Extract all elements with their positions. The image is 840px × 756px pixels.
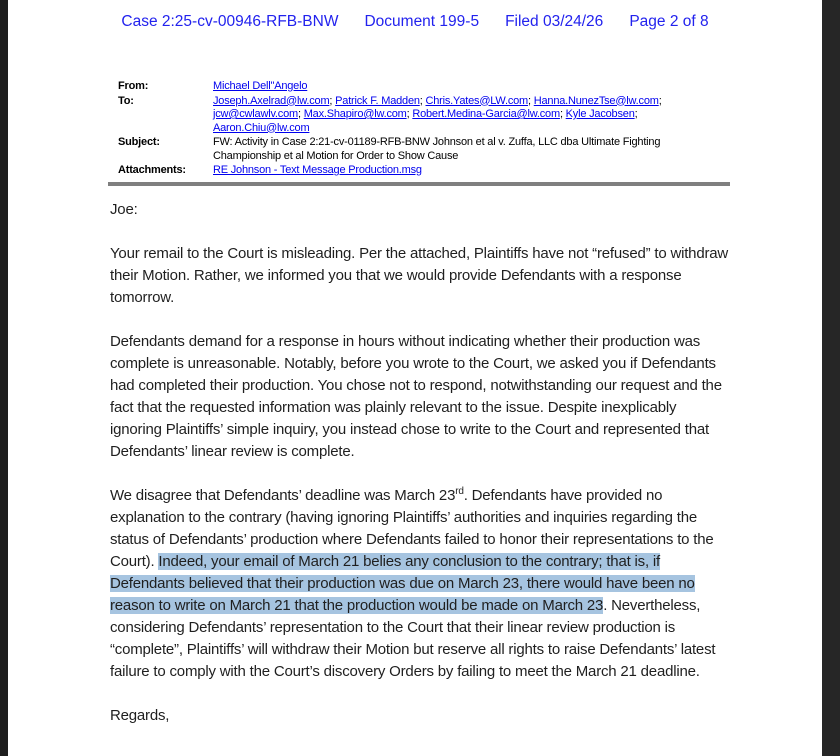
document-number: Document 199-5	[364, 13, 480, 30]
recipient-separator: ;	[419, 94, 426, 107]
filed-date: Filed 03/24/26	[505, 13, 604, 30]
recipient-separator: ;	[634, 108, 638, 120]
recipient-link[interactable]: Chris.Yates@LW.com	[425, 94, 529, 107]
body-paragraph-1: Your remail to the Court is misleading. Per the attached, Plaintiffs have not “refused” to withdraw their Motion. Rather, we informed you that we would provide Defendants with a response tomorrow.	[110, 244, 729, 306]
email-body	[110, 199, 730, 727]
to-row	[118, 95, 822, 136]
highlighted-text: Indeed, your email of March 21 belies any conclusion to the contrary; that is, if Defendants believed that their production was due on March 23, there would have been no reason to write on March 21 that the production would be made on March 23	[110, 552, 695, 614]
from-value	[213, 80, 725, 94]
case-number: Case 2:25-cv-00946-RFB-BNW	[121, 13, 339, 30]
recipient-separator: ;	[528, 94, 534, 107]
recipient-separator: ;	[406, 108, 413, 120]
to-recipients	[213, 95, 725, 136]
recipient-link[interactable]: Aaron.Chiu@lw.com	[213, 121, 310, 134]
court-filing-header	[8, 0, 822, 31]
paragraph-3-lead: We disagree that Defendants’ deadline was March 23	[110, 486, 456, 504]
email-header	[118, 80, 822, 178]
scan-edge-left	[0, 0, 8, 756]
attachments-value	[213, 164, 725, 178]
recipient-separator: ;	[559, 108, 566, 120]
document-page	[8, 0, 822, 756]
recipient-link[interactable]: Max.Shapiro@lw.com	[303, 108, 407, 120]
attachment-file-link[interactable]: RE Johnson - Text Message Production.msg	[213, 164, 422, 176]
page-info: Page 2 of 8	[629, 13, 709, 30]
recipient-link[interactable]: Robert.Medina-Garcia@lw.com	[412, 108, 560, 120]
paragraph-3-middle: . Defendants have provided no explanation to the contrary (having ignoring Plaintiffs’ authorities and inquiries regarding the status of Defendants’ production where Defendants failed to honor their representations to the Court).	[110, 486, 714, 570]
header-divider	[108, 182, 730, 186]
closing: Regards,	[110, 706, 170, 724]
ordinal-superscript: rd	[455, 485, 464, 497]
body-paragraph-3	[110, 485, 730, 683]
subject-label: Subject:	[118, 136, 160, 148]
subject-row	[118, 136, 822, 163]
recipient-link[interactable]: Hanna.NunezTse@lw.com	[533, 94, 659, 107]
recipient-link[interactable]: jcw@cwlawlv.com	[213, 108, 298, 120]
recipient-link[interactable]: Joseph.Axelrad@lw.com	[213, 94, 330, 107]
attachments-label: Attachments:	[118, 164, 186, 176]
paragraph-3-end: . Nevertheless, considering Defendants’ representation to the Court that their linear review production is “complete”, Plaintiffs’ will withdraw their Motion but reserve all rights to raise Defendants’ latest failure to comply with the Court’s discovery Orders by failing to meet the March 21 deadline.	[110, 596, 716, 680]
salutation: Joe:	[110, 200, 138, 218]
subject-value: FW: Activity in Case 2:21-cv-01189-RFB-BNW Johnson et al v. Zuffa, LLC dba Ultimate Fighting Championship et al Motion for Order to Show Cause	[213, 136, 661, 162]
from-row	[118, 80, 822, 94]
scan-edge-right	[822, 0, 840, 756]
recipient-separator: ;	[329, 94, 336, 107]
recipient-separator: ;	[297, 108, 304, 120]
recipient-link[interactable]: Kyle Jacobsen	[565, 108, 635, 120]
to-label: To:	[118, 94, 134, 107]
from-label: From:	[118, 80, 149, 92]
recipient-link[interactable]: Patrick F. Madden	[335, 94, 420, 107]
recipient-separator: ;	[658, 94, 662, 107]
attachments-row	[118, 164, 822, 178]
from-sender-link[interactable]: Michael Dell"Angelo	[213, 80, 308, 92]
body-paragraph-2: Defendants demand for a response in hours without indicating whether their production was complete is unreasonable. Notably, before you wrote to the Court, we asked you if Defendants had completed their production. You chose not to respond, notwithstanding our request and the fact that the requested information was plainly relevant to the issue. Despite inexplicably ignoring Plaintiffs’ simple inquiry, you instead chose to write to the Court and represented that Defendants’ linear review is complete.	[110, 332, 722, 460]
